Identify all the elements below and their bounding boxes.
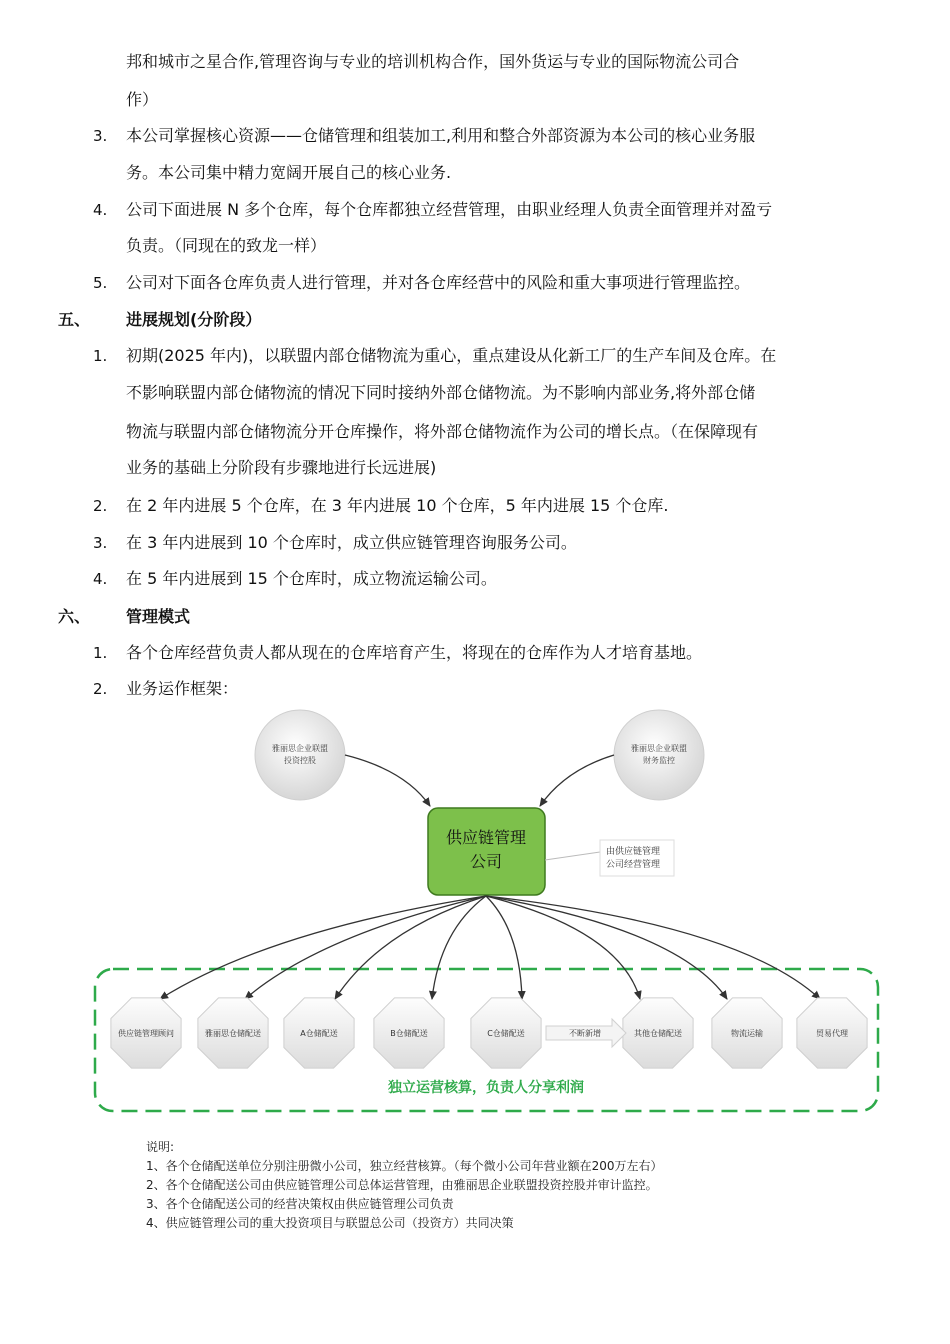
- list-b-num-1: 1.: [93, 347, 108, 365]
- list-c-num-2: 2.: [93, 680, 108, 698]
- section-6-title: 管理模式: [126, 607, 191, 626]
- unit-node-label: 其他仓储配送: [634, 1029, 682, 1038]
- unit-node-label: 供应链管理顾问: [118, 1029, 174, 1038]
- list-b-num-3: 3.: [93, 534, 108, 552]
- list-b-num-4: 4.: [93, 570, 108, 588]
- list-c-item-1-line-1: 各个仓库经营负责人都从现在的仓库培育产生，将现在的仓库作为人才培育基地。: [126, 643, 703, 662]
- notes-block: [146, 1138, 663, 1233]
- section-5-number: 五、: [58, 310, 91, 329]
- top-right-text-2: 财务监控: [643, 756, 675, 765]
- intro-line-2: 作）: [126, 90, 159, 109]
- unit-node-label: A仓储配送: [300, 1029, 338, 1038]
- list-a-item-4-line-2: 负责。（同现在的致龙一样）: [126, 236, 327, 255]
- unit-node-label: B仓储配送: [390, 1029, 428, 1038]
- list-b-item-1-line-3: 物流与联盟内部仓储物流分开仓库操作，将外部仓储物流作为公司的增长点。（在保障现有: [126, 422, 759, 441]
- note-item-2: 2、各个仓储配送公司由供应链管理公司总体运营管理，由雅丽思企业联盟投资控股并审计监控。: [146, 1178, 658, 1192]
- list-b-item-1-line-2: 不影响联盟内部仓储物流的情况下同时接纳外部仓储物流。为不影响内部业务,将外部仓储: [126, 383, 756, 402]
- notes-title: 说明:: [146, 1140, 175, 1154]
- list-b-item-2-line-1: 在 2 年内进展 5 个仓库，在 3 年内进展 10 个仓库，5 年内进展 15 个仓库.: [126, 496, 669, 515]
- unit-node-label: C仓储配送: [487, 1029, 525, 1038]
- list-b-item-1-line-4: 业务的基础上分阶段有步骤地进行长远进展): [126, 458, 437, 477]
- top-left-text-2: 投资控股: [284, 756, 316, 765]
- top-right-circle: [614, 710, 704, 800]
- unit-node-label: 雅丽思仓储配送: [205, 1029, 261, 1038]
- section-5-title: 进展规划(分阶段）: [126, 310, 262, 329]
- intro-line-1: 邦和城市之星合作,管理咨询与专业的培训机构合作，国外货运与专业的国际物流公司合: [126, 52, 740, 71]
- business-framework-diagram: [0, 700, 950, 1120]
- top-right-text-1: 雅丽思企业联盟: [631, 744, 687, 753]
- list-c-num-1: 1.: [93, 644, 108, 662]
- fanout-arrows: [160, 896, 820, 999]
- list-a-num-3: 3.: [93, 127, 108, 145]
- list-a-item-3-line-2: 务。本公司集中精力宽阔开展自己的核心业务.: [126, 163, 452, 182]
- center-note-box: [600, 840, 674, 876]
- arrow-top-left: [345, 755, 430, 806]
- list-b-item-3-line-1: 在 3 年内进展到 10 个仓库时，成立供应链管理咨询服务公司。: [126, 533, 577, 552]
- list-b-item-1-line-1: 初期(2025 年内)，以联盟内部仓储物流为重心，重点建设从化新工厂的生产车间及仓库。在: [126, 346, 777, 365]
- center-text-1: 供应链管理: [445, 828, 527, 847]
- list-a-item-4-line-1: 公司下面进展 N 多个仓库，每个仓库都独立经营管理，由职业经理人负责全面管理并对盈亏: [126, 200, 773, 219]
- note-item-3: 3、各个仓储配送公司的经营决策权由供应链管理公司负责: [146, 1197, 454, 1211]
- list-a-item-5-line-1: 公司对下面各仓库负责人进行管理，并对各仓库经营中的风险和重大事项进行管理监控。: [126, 273, 751, 292]
- container-footer-text: 独立运营核算，负责人分享利润: [388, 1080, 584, 1096]
- note-item-4: 4、供应链管理公司的重大投资项目与联盟总公司（投资方）共同决策: [146, 1216, 514, 1230]
- list-a-num-4: 4.: [93, 201, 108, 219]
- list-b-num-2: 2.: [93, 497, 108, 515]
- section-6-number: 六、: [58, 607, 91, 626]
- center-note-1: 由供应链管理: [606, 847, 661, 857]
- continuous-add-label: 不断新增: [569, 1029, 601, 1038]
- center-note-2: 公司经营管理: [606, 860, 661, 870]
- top-left-text-1: 雅丽思企业联盟: [272, 744, 328, 753]
- center-text-2: 公司: [469, 852, 503, 871]
- list-a-num-5: 5.: [93, 274, 108, 292]
- operating-unit-nodes: [111, 998, 867, 1068]
- top-left-circle: [255, 710, 345, 800]
- list-a-item-3-line-1: 本公司掌握核心资源——仓储管理和组装加工,利用和整合外部资源为本公司的核心业务服: [126, 126, 756, 145]
- unit-node-label: 物流运输: [731, 1029, 763, 1038]
- note-item-1: 1、各个仓储配送单位分别注册微小公司，独立经营核算。（每个微小公司年营业额在200万左右）: [146, 1159, 663, 1173]
- arrow-top-right: [540, 755, 614, 806]
- list-c-item-2-line-1: 业务运作框架：: [126, 679, 239, 698]
- unit-node-label: 贸易代理: [816, 1029, 848, 1038]
- center-box: [428, 808, 545, 895]
- list-b-item-4-line-1: 在 5 年内进展到 15 个仓库时，成立物流运输公司。: [126, 569, 497, 588]
